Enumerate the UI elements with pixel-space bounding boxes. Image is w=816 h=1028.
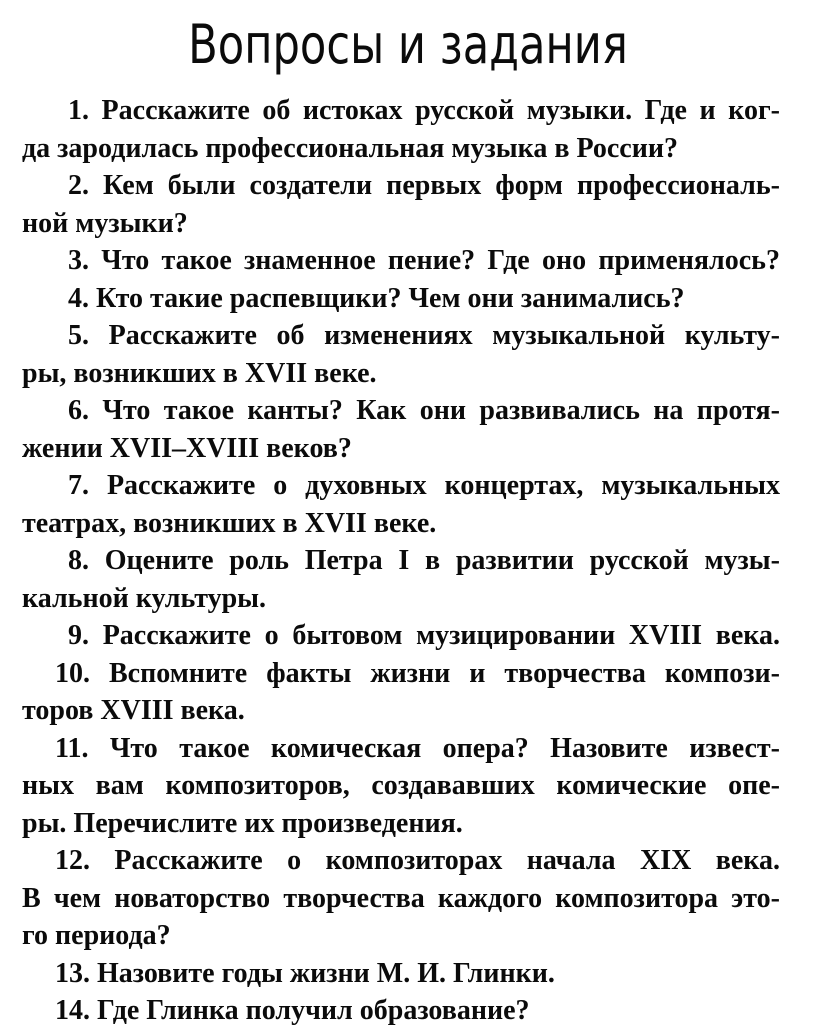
question-13	[22, 955, 780, 993]
question-line: го периода?	[22, 920, 171, 951]
question-line: 1. Расскажите об истоках русской музыки. Где и ког-	[68, 95, 780, 126]
page-title: Вопросы и задания	[188, 13, 628, 76]
question-line: ной музыки?	[22, 207, 188, 239]
question-line: В чем новаторство творчества каждого композитора это-	[22, 882, 780, 914]
question-line: 3. Что такое знаменное пение? Где оно применялось?	[68, 245, 780, 276]
question-line: 8. Оцените роль Петра I в развитии русской музы-	[68, 545, 780, 576]
question-1	[22, 92, 780, 167]
question-5	[22, 317, 780, 392]
question-line: кальной культуры.	[22, 582, 267, 614]
question-line: 10. Вспомните факты жизни и творчества компози-	[55, 657, 780, 689]
question-12	[22, 842, 780, 955]
question-line: ных вам композиторов, создававших комические опе-	[22, 770, 780, 801]
question-line: 9. Расскажите о бытовом музицировании XVIII века.	[68, 620, 780, 651]
question-line: 12. Расскажите о композиторах начала XIX века.	[55, 845, 780, 876]
question-line: 4. Кто такие распевщики? Чем они занимались?	[68, 282, 685, 314]
question-line: торов XVIII века.	[22, 695, 245, 726]
question-6	[22, 392, 780, 467]
question-9	[22, 617, 780, 655]
question-line: 2. Кем были создатели первых форм профессиональ-	[68, 170, 780, 201]
question-line: 13. Назовите годы жизни М. И. Глинки.	[55, 957, 555, 989]
question-line: театрах, возникших в XVII веке.	[22, 507, 437, 539]
question-line: жении XVII–XVIII веков?	[22, 432, 352, 464]
question-8	[22, 542, 780, 617]
question-line: да зародилась профессиональная музыка в России?	[22, 132, 678, 164]
question-2	[22, 167, 780, 242]
question-line: 6. Что такое канты? Как они развивались на протя-	[68, 395, 780, 426]
question-3	[22, 242, 780, 280]
question-line: 11. Что такое комическая опера? Назовите извест-	[55, 732, 780, 764]
question-4	[22, 280, 780, 318]
question-14	[22, 992, 780, 1028]
question-line: 7. Расскажите о духовных концертах, музыкальных	[68, 470, 780, 501]
question-line: ры. Перечислите их произведения.	[22, 807, 463, 839]
question-10	[22, 655, 780, 730]
question-line: 5. Расскажите об изменениях музыкальной культу-	[68, 320, 780, 351]
questions-list	[0, 92, 816, 1028]
question-11	[22, 730, 780, 843]
question-7	[22, 467, 780, 542]
question-line: 14. Где Глинка получил образование?	[55, 995, 530, 1026]
question-line: ры, возникших в XVII веке.	[22, 357, 377, 389]
